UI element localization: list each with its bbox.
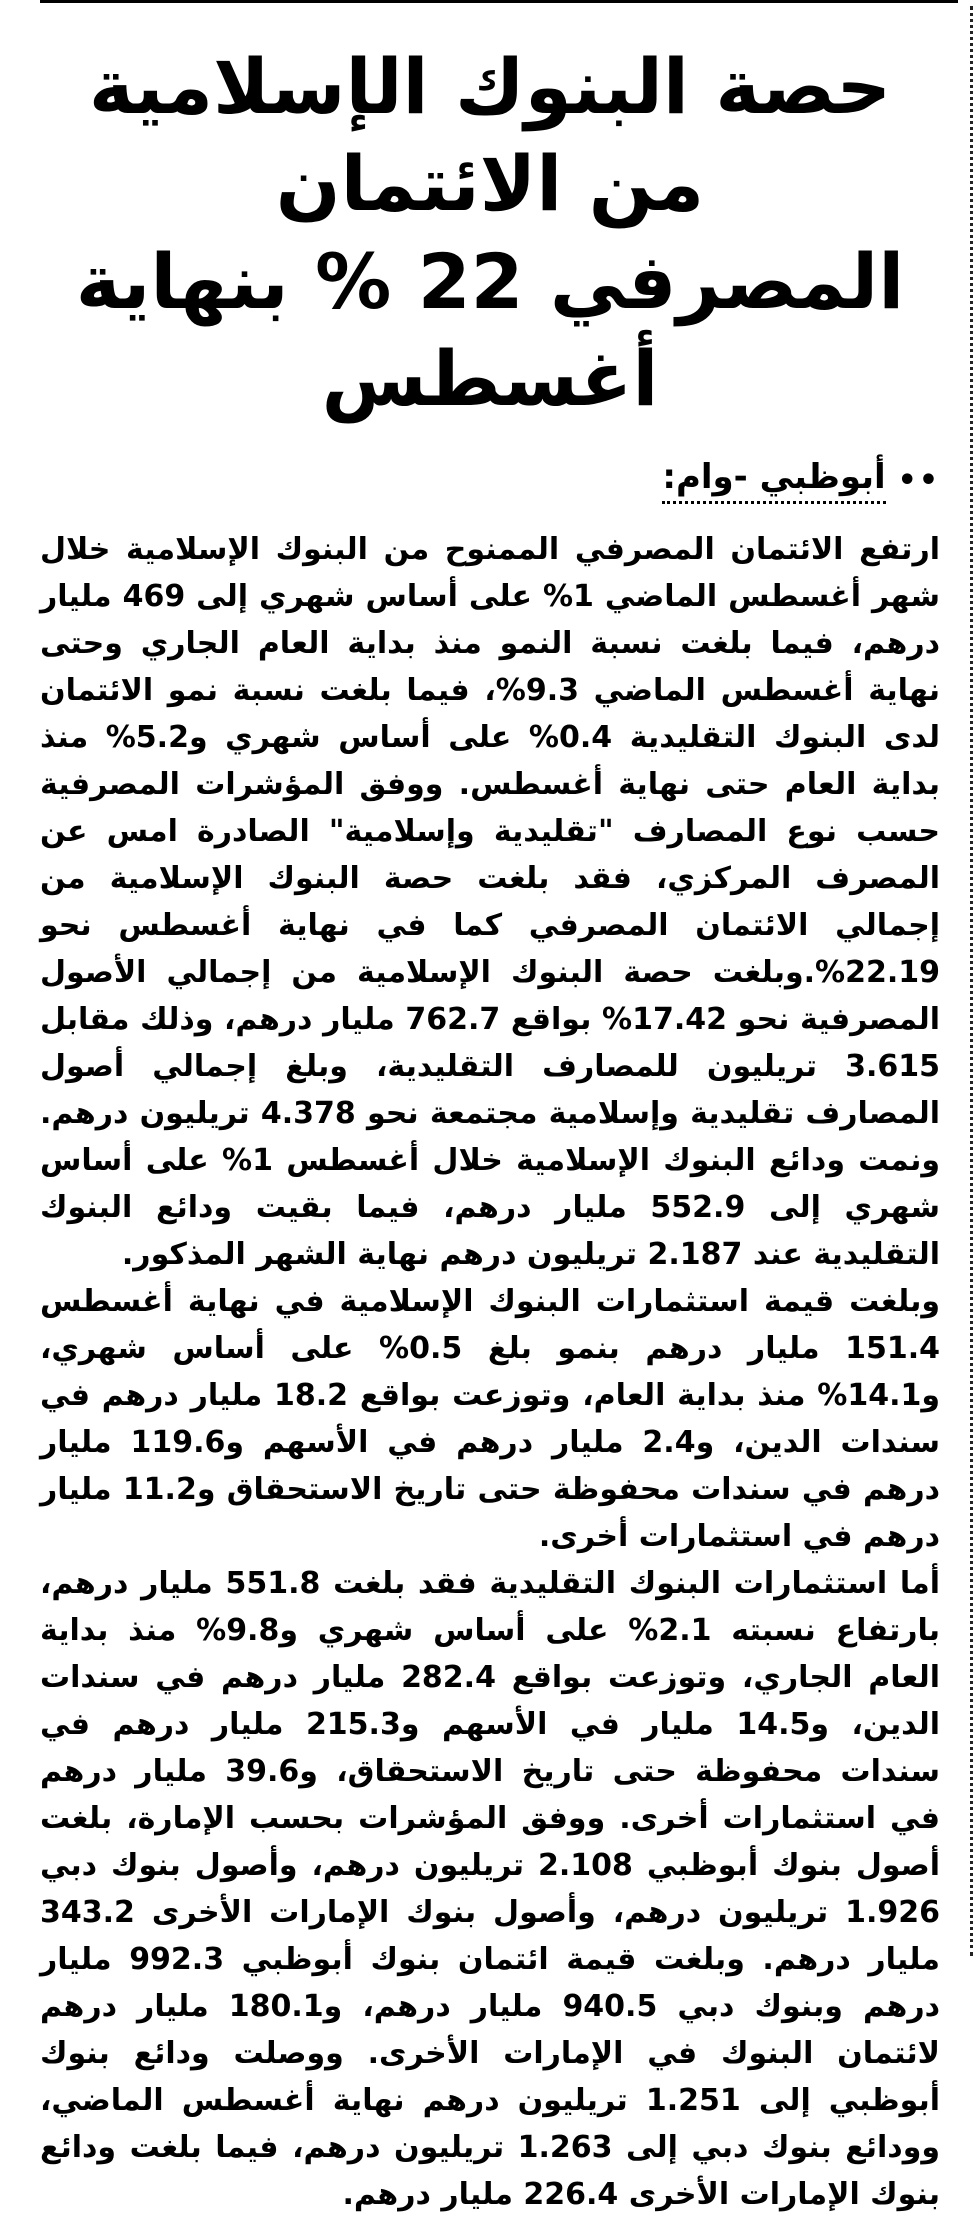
article-body bbox=[40, 526, 940, 2218]
bullet-dots-icon: •• bbox=[897, 463, 940, 499]
byline bbox=[40, 457, 940, 504]
paragraph-2: وبلغت قيمة استثمارات البنوك الإسلامية في نهاية أغسطس 151.4 مليار درهم بنمو بلغ 0.5% على أساس شهري، و14.1% منذ بداية العام، وتوزعت بواقع 18.2 مليار درهم في سندات الدين، و2.4 مليار درهم في الأسهم و119.6 مليار درهم في سندات محفوظة حتى تاريخ الاستحقاق و11.2 مليار درهم في استثمارات أخرى. bbox=[40, 1284, 941, 1555]
top-divider bbox=[40, 0, 958, 3]
headline bbox=[40, 38, 940, 427]
byline-text: أبوظبي -وام: bbox=[662, 457, 885, 504]
news-article bbox=[40, 10, 940, 2218]
paragraph-1: ارتفع الائتمان المصرفي الممنوح من البنوك الإسلامية خلال شهر أغسطس الماضي 1% على أساس شهري إلى 469 مليار درهم، فيما بلغت نسبة النمو منذ بداية العام الجاري وحتى نهاية أغسطس الماضي 9.3%، فيما بلغت نسبة نمو الائتمان لدى البنوك التقليدية 0.4% على أساس شهري و5.2% منذ بداية العام حتى نهاية أغسطس. ووفق المؤشرات المصرفية حسب نوع المصارف "تقليدية وإسلامية" الصادرة امس عن المصرف المركزي، فقد بلغت حصة البنوك الإسلامية من إجمالي الائتمان المصرفي كما في نهاية أغسطس نحو 22.19%.وبلغت حصة البنوك الإسلامية من إجمالي الأصول المصرفية نحو 17.42% بواقع 762.7 مليار درهم، وذلك مقابل 3.615 تريليون للمصارف التقليدية، وبلغ إجمالي أصول المصارف تقليدية وإسلامية مجتمعة نحو 4.378 تريليون درهم. ونمت ودائع البنوك الإسلامية خلال أغسطس 1% على أساس شهري إلى 552.9 مليار درهم، فيما بقيت ودائع البنوك التقليدية عند 2.187 تريليون درهم نهاية الشهر المذكور. bbox=[40, 532, 941, 1273]
headline-line-1: حصة البنوك الإسلامية من الائتمان bbox=[88, 42, 892, 229]
paragraph-3: أما استثمارات البنوك التقليدية فقد بلغت 551.8 مليار درهم، بارتفاع نسبته 2.1% على أساس شهري و9.8% منذ بداية العام الجاري، وتوزعت بواقع 282.4 مليار درهم في سندات الدين، و14.5 مليار في الأسهم و215.3 مليار درهم في سندات محفوظة حتى تاريخ الاستحقاق، و39.6 مليار درهم في استثمارات أخرى. ووفق المؤشرات بحسب الإمارة، بلغت أصول بنوك أبوظبي 2.108 تريليون درهم، وأصول بنوك دبي 1.926 تريليون درهم، وأصول بنوك الإمارات الأخرى 343.2 مليار درهم. وبلغت قيمة ائتمان بنوك أبوظبي 992.3 مليار درهم وبنوك دبي 940.5 مليار درهم، و180.1 مليار درهم لائتمان البنوك في الإمارات الأخرى. ووصلت ودائع بنوك أبوظبي إلى 1.251 تريليون درهم نهاية أغسطس الماضي، وودائع بنوك دبي إلى 1.263 تريليون درهم، فيما بلغت ودائع بنوك الإمارات الأخرى 226.4 مليار درهم. bbox=[40, 1566, 941, 2213]
headline-line-2: المصرفي 22 % بنهاية أغسطس bbox=[75, 236, 905, 423]
column-dotted-divider bbox=[970, 6, 973, 1956]
